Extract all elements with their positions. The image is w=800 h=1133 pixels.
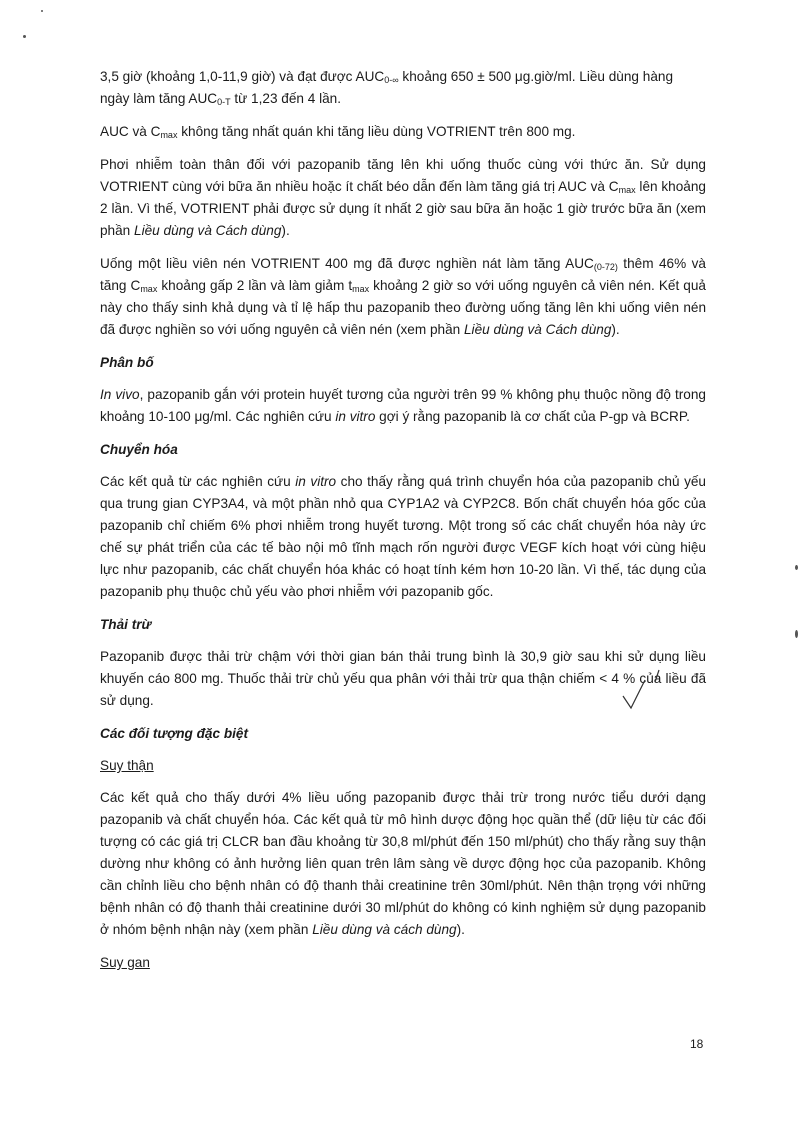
paragraph-renal-impairment: Các kết quả cho thấy dưới 4% liều uống pazopanib được thải trừ trong nước tiểu dưới dạng pazopanib và chất chuyển hóa. Các kết quả từ mô hình dược động học quần thể (dữ liệu từ các đối tượng có các giá trị CLCR ban đầu khoảng từ 30,8 ml/phút đến 150 ml/phút) cho thấy rằng suy thận dường như không có ảnh hưởng liên quan trên lâm sàng về dược động học của pazopanib. Không cần chỉnh liều cho bệnh nhân có độ thanh thải creatinine trên 30ml/phút. Nên thận trọng với những bệnh nhân có độ thanh thải creatinine dưới 30 ml/phút do không có kinh nghiệm sử dụng pazopanib ở nhóm bệnh nhận này (xem phần Liều dùng và cách dùng). (100, 790, 706, 937)
paragraph-auc-intro: 3,5 giờ (khoảng 1,0-11,9 giờ) và đạt được $AUC_{0-\infty}$ khoảng 650 ± 500 μg.giờ/ml. Liều dùng hàng ngày làm tăng $AUC_{0-T}$ từ 1,23 đến 4 lần. (100, 69, 674, 107)
heading-distribution: Phân bố (100, 355, 154, 370)
heading-special-populations: Các đối tượng đặc biệt (100, 726, 248, 741)
document-page (100, 66, 706, 984)
heading-metabolism: Chuyển hóa (100, 442, 178, 457)
scan-speck (795, 630, 798, 638)
subheading-renal-impairment: Suy thận (100, 758, 154, 773)
scan-speck (41, 10, 43, 12)
scan-speck (795, 565, 798, 570)
paragraph-elimination: Pazopanib được thải trừ chậm với thời gian bán thải trung bình là 30,9 giờ sau khi sử dụng liều khuyến cáo 800 mg. Thuốc thải trừ chủ yếu qua phân với thải trừ qua thận chiếm < 4 % của liều đã sử dụng. (100, 649, 706, 708)
paragraph-distribution: In vivo, pazopanib gắn với protein huyết tương của người trên 99 % không phụ thuộc nồng độ trong khoảng 10-100 μg/ml. Các nghiên cứu in vitro gợi ý rằng pazopanib là cơ chất của P-gp và BCRP. (100, 387, 706, 424)
handwritten-check-mark (615, 668, 675, 718)
subheading-hepatic-impairment: Suy gan (100, 955, 150, 970)
paragraph-crushed-tablet: Uống một liều viên nén VOTRIENT 400 mg đã được nghiền nát làm tăng $AUC_{(0-72)}$ thêm 46% và tăng $C_{max}$ khoảng gấp 2 lần và làm giảm $t_{max}$ khoảng 2 giờ so với uống nguyên cả viên nén. Kết quả này cho thấy sinh khả dụng và tỉ lệ hấp thu pazopanib theo đường uống tăng lên khi uống viên nén đã được nghiền so với uống nguyên cả viên nén (xem phần Liều dùng và Cách dùng). (100, 256, 706, 337)
page-number: 18 (690, 1037, 704, 1051)
heading-elimination: Thải trừ (100, 617, 152, 632)
scan-speck (23, 35, 26, 38)
paragraph-metabolism: Các kết quả từ các nghiên cứu in vitro cho thấy rằng quá trình chuyển hóa của pazopanib chủ yếu qua trung gian CYP3A4, và một phần nhỏ qua CYP1A2 và CYP2C8. Bốn chất chuyển hóa gốc của pazopanib chỉ chiếm 6% phơi nhiễm trong huyết tương. Một trong số các chất chuyển hóa này ức chế sự phát triển của các tế bào nội mô tĩnh mạch rốn người được VEGF kích hoạt với cùng hiệu lực như pazopanib, các chất chuyển hóa khác có hoạt tính kém hơn 10-20 lần. Vì thế, tác dụng của pazopanib phụ thuộc chủ yếu vào phơi nhiễm với pazopanib gốc. (100, 474, 706, 599)
paragraph-auc-cmax: AUC và $C_{max}$ không tăng nhất quán khi tăng liều dùng VOTRIENT trên 800 mg. (100, 124, 576, 140)
paragraph-food-effect: Phơi nhiễm toàn thân đối với pazopanib tăng lên khi uống thuốc cùng với thức ăn. Sử dụng VOTRIENT cùng với bữa ăn nhiều hoặc ít chất béo dẫn đến làm tăng giá trị AUC và $C_{max}$ lên khoảng 2 lần. Vì thế, VOTRIENT phải được sử dụng ít nhất 2 giờ sau bữa ăn hoặc 1 giờ trước bữa ăn (xem phần Liều dùng và Cách dùng). (100, 157, 706, 238)
